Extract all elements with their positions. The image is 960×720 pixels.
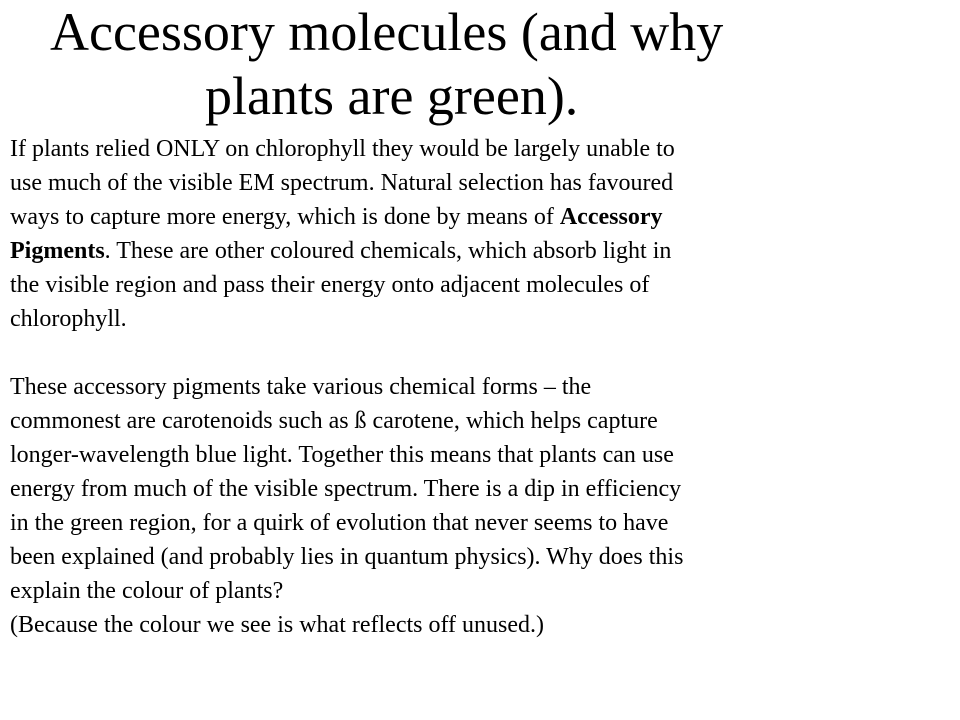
paragraph-2-line-7: explain the colour of plants?: [10, 578, 284, 604]
paragraph-1-line-5: the visible region and pass their energy onto adjacent molecules of: [10, 272, 650, 298]
paragraph-2-line-3: longer-wavelength blue light. Together this means that plants can use: [10, 442, 674, 468]
pigments-term: Pigments: [10, 238, 105, 264]
paragraph-2-line-6: been explained (and probably lies in quantum physics). Why does this: [10, 544, 684, 570]
paragraph-1-line-2: use much of the visible EM spectrum. Natural selection has favoured: [10, 170, 674, 196]
paragraph-1-line-4-text: . These are other coloured chemicals, which absorb light in: [104, 238, 672, 264]
paragraph-2-line-2: commonest are carotenoids such as ß carotene, which helps capture: [10, 408, 658, 434]
title-line-2: plants are green).: [205, 66, 579, 126]
title-line-1: Accessory molecules (and why: [50, 2, 724, 62]
slide-body: [10, 132, 945, 642]
paragraph-2-line-5: in the green region, for a quirk of evolution that never seems to have: [10, 510, 669, 536]
paragraph-1-line-1: If plants relied ONLY on chlorophyll they would be largely unable to: [10, 136, 675, 162]
paragraph-spacer: [10, 336, 945, 370]
paragraph-2-line-8: (Because the colour we see is what reflects off unused.): [10, 612, 545, 638]
paragraph-1: [10, 132, 945, 336]
paragraph-2-line-1: These accessory pigments take various chemical forms – the: [10, 374, 592, 400]
paragraph-1-line-3: [10, 200, 945, 234]
accessory-term: Accessory: [559, 204, 663, 230]
paragraph-2-line-4: energy from much of the visible spectrum. There is a dip in efficiency: [10, 476, 682, 502]
paragraph-2: [10, 370, 945, 642]
paragraph-1-line-6: chlorophyll.: [10, 306, 127, 332]
paragraph-1-line-3-text: ways to capture more energy, which is done by means of: [10, 204, 560, 230]
paragraph-1-line-4: [10, 234, 945, 268]
